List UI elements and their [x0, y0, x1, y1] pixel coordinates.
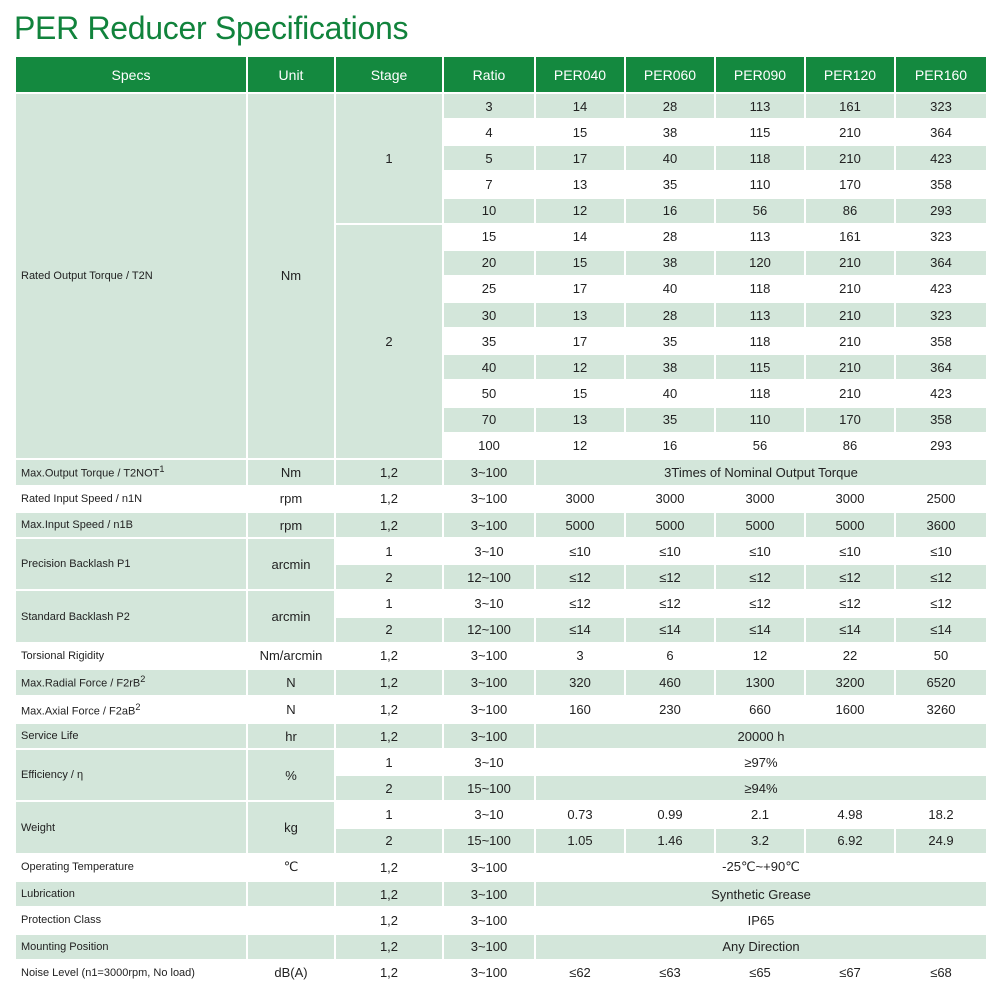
spec-label: Max.Axial Force / $F2aB^2$: [15, 696, 247, 723]
value-cell: 210: [805, 380, 895, 406]
table-row: [15, 854, 987, 882]
value-cell: 5000: [805, 512, 895, 538]
stage-cell: 1,2: [335, 907, 443, 933]
ratio-cell: 5: [443, 145, 535, 171]
value-cell: 115: [715, 119, 805, 145]
value-cell: ≤67: [805, 960, 895, 986]
value-cell: 13: [535, 407, 625, 433]
value-cell: 4.98: [805, 801, 895, 827]
value-cell: ≤62: [535, 960, 625, 986]
unit-cell: rpm: [247, 512, 335, 538]
value-cell: 118: [715, 380, 805, 406]
unit-cell: N: [247, 669, 335, 696]
value-cell: 423: [895, 380, 987, 406]
value-cell: 210: [805, 302, 895, 328]
stage-cell: 1,2: [335, 881, 443, 907]
value-cell: ≤12: [715, 590, 805, 616]
value-cell: 170: [805, 171, 895, 197]
stage-cell: 2: [335, 828, 443, 854]
value-cell: ≤10: [805, 538, 895, 564]
value-cell: 118: [715, 328, 805, 354]
value-cell: 20000 h: [535, 723, 987, 749]
value-cell: 5000: [535, 512, 625, 538]
ratio-cell: 15~100: [443, 828, 535, 854]
value-cell: 1300: [715, 669, 805, 696]
value-cell: 5000: [625, 512, 715, 538]
value-cell: ≤63: [625, 960, 715, 986]
value-cell: 18.2: [895, 801, 987, 827]
spec-label: Torsional Rigidity: [15, 643, 247, 669]
ratio-cell: 50: [443, 380, 535, 406]
ratio-cell: 30: [443, 302, 535, 328]
ratio-cell: 15: [443, 224, 535, 250]
value-cell: 17: [535, 145, 625, 171]
value-cell: 6: [625, 643, 715, 669]
value-cell: 15: [535, 119, 625, 145]
value-cell: 17: [535, 328, 625, 354]
spec-table-body: [15, 93, 987, 986]
value-cell: 28: [625, 224, 715, 250]
value-cell: ≤12: [625, 564, 715, 590]
value-cell: 35: [625, 328, 715, 354]
ratio-cell: 40: [443, 354, 535, 380]
value-cell: 110: [715, 407, 805, 433]
value-cell: 12: [535, 198, 625, 224]
value-cell: ≥97%: [535, 749, 987, 775]
value-cell: 38: [625, 354, 715, 380]
ratio-cell: 3~100: [443, 960, 535, 986]
ratio-cell: 3~10: [443, 538, 535, 564]
value-cell: 161: [805, 224, 895, 250]
header-row: [15, 56, 987, 93]
stage-cell: 1: [335, 538, 443, 564]
table-row: [15, 486, 987, 512]
value-cell: 210: [805, 250, 895, 276]
value-cell: 3000: [805, 486, 895, 512]
value-cell: ≤14: [715, 617, 805, 643]
value-cell: ≤12: [805, 564, 895, 590]
ratio-cell: 7: [443, 171, 535, 197]
header-unit: Unit: [247, 56, 335, 93]
ratio-cell: 10: [443, 198, 535, 224]
value-cell: 40: [625, 145, 715, 171]
value-cell: 210: [805, 145, 895, 171]
value-cell: 12: [535, 433, 625, 459]
value-cell: ≤12: [715, 564, 805, 590]
header-stage: Stage: [335, 56, 443, 93]
ratio-cell: 3~100: [443, 459, 535, 486]
ratio-cell: 3~10: [443, 801, 535, 827]
value-cell: ≤12: [895, 564, 987, 590]
value-cell: 210: [805, 328, 895, 354]
value-cell: ≤12: [895, 590, 987, 616]
value-cell: ≤10: [895, 538, 987, 564]
unit-cell: ℃: [247, 854, 335, 882]
table-row: [15, 669, 987, 696]
value-cell: 38: [625, 250, 715, 276]
ratio-cell: 3~100: [443, 486, 535, 512]
value-cell: 460: [625, 669, 715, 696]
ratio-cell: 70: [443, 407, 535, 433]
stage-cell: 1,2: [335, 486, 443, 512]
stage-cell: 1,2: [335, 854, 443, 882]
value-cell: 170: [805, 407, 895, 433]
value-cell: 3200: [805, 669, 895, 696]
value-cell: 0.73: [535, 801, 625, 827]
value-cell: ≤10: [535, 538, 625, 564]
value-cell: 14: [535, 224, 625, 250]
stage-cell: 1,2: [335, 723, 443, 749]
value-cell: 13: [535, 171, 625, 197]
value-cell: 3000: [715, 486, 805, 512]
value-cell: 210: [805, 354, 895, 380]
value-cell: ≤10: [625, 538, 715, 564]
value-cell: ≤12: [625, 590, 715, 616]
header-per060: PER060: [625, 56, 715, 93]
value-cell: 35: [625, 171, 715, 197]
unit-cell: hr: [247, 723, 335, 749]
value-cell: 38: [625, 119, 715, 145]
spec-label: Rated Input Speed / n1N: [15, 486, 247, 512]
value-cell: ≤12: [805, 590, 895, 616]
value-cell: 28: [625, 93, 715, 119]
stage-cell: 2: [335, 564, 443, 590]
value-cell: 358: [895, 171, 987, 197]
value-cell: 110: [715, 171, 805, 197]
value-cell: 3Times of Nominal Output Torque: [535, 459, 987, 486]
table-row: [15, 590, 987, 616]
value-cell: 358: [895, 407, 987, 433]
value-cell: 161: [805, 93, 895, 119]
ratio-cell: 25: [443, 276, 535, 302]
value-cell: 6.92: [805, 828, 895, 854]
value-cell: 1600: [805, 696, 895, 723]
stage-cell: 1,2: [335, 459, 443, 486]
table-row: [15, 459, 987, 486]
unit-cell: [247, 881, 335, 907]
ratio-cell: 100: [443, 433, 535, 459]
value-cell: 5000: [715, 512, 805, 538]
stage-cell: 1,2: [335, 643, 443, 669]
value-cell: 50: [895, 643, 987, 669]
value-cell: 210: [805, 276, 895, 302]
stage-cell: 1,2: [335, 696, 443, 723]
header-per120: PER120: [805, 56, 895, 93]
value-cell: 660: [715, 696, 805, 723]
value-cell: 56: [715, 198, 805, 224]
unit-cell: Nm: [247, 93, 335, 459]
spec-table: [14, 55, 988, 987]
ratio-cell: 3~100: [443, 512, 535, 538]
table-row: [15, 749, 987, 775]
table-row: [15, 934, 987, 960]
value-cell: 323: [895, 302, 987, 328]
value-cell: 293: [895, 433, 987, 459]
value-cell: 16: [625, 433, 715, 459]
value-cell: 86: [805, 198, 895, 224]
table-row: [15, 881, 987, 907]
value-cell: 13: [535, 302, 625, 328]
value-cell: 17: [535, 276, 625, 302]
value-cell: 320: [535, 669, 625, 696]
value-cell: 423: [895, 145, 987, 171]
value-cell: 120: [715, 250, 805, 276]
value-cell: 364: [895, 119, 987, 145]
ratio-cell: 3: [443, 93, 535, 119]
value-cell: 3000: [625, 486, 715, 512]
value-cell: 16: [625, 198, 715, 224]
value-cell: 22: [805, 643, 895, 669]
stage-cell: 1,2: [335, 669, 443, 696]
spec-label: Max.Radial Force / $F2rB^2$: [15, 669, 247, 696]
value-cell: 160: [535, 696, 625, 723]
value-cell: 293: [895, 198, 987, 224]
value-cell: 364: [895, 250, 987, 276]
stage-cell: 2: [335, 775, 443, 801]
spec-label: Weight: [15, 801, 247, 853]
value-cell: ≤14: [805, 617, 895, 643]
ratio-cell: 35: [443, 328, 535, 354]
unit-cell: dB(A): [247, 960, 335, 986]
ratio-cell: 15~100: [443, 775, 535, 801]
value-cell: ≤12: [535, 564, 625, 590]
ratio-cell: 3~100: [443, 643, 535, 669]
value-cell: ≤10: [715, 538, 805, 564]
value-cell: 14: [535, 93, 625, 119]
value-cell: ≤14: [535, 617, 625, 643]
unit-cell: arcmin: [247, 590, 335, 642]
ratio-cell: 12~100: [443, 617, 535, 643]
value-cell: 56: [715, 433, 805, 459]
value-cell: 6520: [895, 669, 987, 696]
value-cell: 364: [895, 354, 987, 380]
unit-cell: arcmin: [247, 538, 335, 590]
value-cell: 230: [625, 696, 715, 723]
value-cell: 113: [715, 224, 805, 250]
value-cell: 15: [535, 380, 625, 406]
value-cell: 118: [715, 145, 805, 171]
value-cell: 3600: [895, 512, 987, 538]
value-cell: 40: [625, 276, 715, 302]
unit-cell: Nm: [247, 459, 335, 486]
ratio-cell: 3~100: [443, 669, 535, 696]
unit-cell: [247, 907, 335, 933]
spec-label: Max.Output Torque / T2NOT$^1$: [15, 459, 247, 486]
spec-label: Operating Temperature: [15, 854, 247, 882]
value-cell: 115: [715, 354, 805, 380]
value-cell: 28: [625, 302, 715, 328]
ratio-cell: 3~10: [443, 749, 535, 775]
spec-label: Noise Level (n1=3000rpm, No load): [15, 960, 247, 986]
ratio-cell: 3~100: [443, 934, 535, 960]
spec-label: Protection Class: [15, 907, 247, 933]
value-cell: ≤14: [895, 617, 987, 643]
value-cell: 86: [805, 433, 895, 459]
value-cell: 210: [805, 119, 895, 145]
value-cell: IP65: [535, 907, 987, 933]
page-title: PER Reducer Specifications: [14, 10, 409, 46]
spec-label: Service Life: [15, 723, 247, 749]
table-row: [15, 801, 987, 827]
value-cell: 118: [715, 276, 805, 302]
value-cell: ≤14: [625, 617, 715, 643]
value-cell: 323: [895, 224, 987, 250]
value-cell: ≤65: [715, 960, 805, 986]
stage-cell: 1,2: [335, 934, 443, 960]
unit-cell: %: [247, 749, 335, 801]
value-cell: ≤12: [535, 590, 625, 616]
unit-cell: N: [247, 696, 335, 723]
header-specs: Specs: [15, 56, 247, 93]
header-ratio: Ratio: [443, 56, 535, 93]
spec-label: Mounting Position: [15, 934, 247, 960]
stage-cell: 2: [335, 224, 443, 459]
unit-cell: Nm/arcmin: [247, 643, 335, 669]
value-cell: 12: [715, 643, 805, 669]
table-row: [15, 93, 987, 119]
value-cell: 1.05: [535, 828, 625, 854]
table-row: [15, 696, 987, 723]
table-row: [15, 643, 987, 669]
ratio-cell: 3~100: [443, 723, 535, 749]
value-cell: 1.46: [625, 828, 715, 854]
value-cell: 3000: [535, 486, 625, 512]
value-cell: 40: [625, 380, 715, 406]
spec-label: Lubrication: [15, 881, 247, 907]
table-row: [15, 538, 987, 564]
stage-cell: 1: [335, 801, 443, 827]
value-cell: 0.99: [625, 801, 715, 827]
stage-cell: 2: [335, 617, 443, 643]
table-row: [15, 723, 987, 749]
header-per160: PER160: [895, 56, 987, 93]
value-cell: 35: [625, 407, 715, 433]
header-per090: PER090: [715, 56, 805, 93]
value-cell: 15: [535, 250, 625, 276]
stage-cell: 1: [335, 749, 443, 775]
value-cell: 24.9: [895, 828, 987, 854]
value-cell: ≥94%: [535, 775, 987, 801]
spec-label: Max.Input Speed / n1B: [15, 512, 247, 538]
ratio-cell: 3~100: [443, 854, 535, 882]
table-row: [15, 907, 987, 933]
unit-cell: [247, 934, 335, 960]
value-cell: 113: [715, 302, 805, 328]
spec-label: Efficiency / η: [15, 749, 247, 801]
value-cell: 423: [895, 276, 987, 302]
unit-cell: kg: [247, 801, 335, 853]
value-cell: Synthetic Grease: [535, 881, 987, 907]
value-cell: -25℃~+90℃: [535, 854, 987, 882]
spec-label: Precision Backlash P1: [15, 538, 247, 590]
stage-cell: 1: [335, 93, 443, 224]
value-cell: ≤68: [895, 960, 987, 986]
value-cell: 3.2: [715, 828, 805, 854]
value-cell: 358: [895, 328, 987, 354]
value-cell: 2.1: [715, 801, 805, 827]
ratio-cell: 3~100: [443, 907, 535, 933]
value-cell: 3260: [895, 696, 987, 723]
header-per040: PER040: [535, 56, 625, 93]
value-cell: 113: [715, 93, 805, 119]
ratio-cell: 20: [443, 250, 535, 276]
stage-cell: 1: [335, 590, 443, 616]
unit-cell: rpm: [247, 486, 335, 512]
ratio-cell: 4: [443, 119, 535, 145]
value-cell: 323: [895, 93, 987, 119]
value-cell: 3: [535, 643, 625, 669]
value-cell: 12: [535, 354, 625, 380]
spec-label: Rated Output Torque / T2N: [15, 93, 247, 459]
stage-cell: 1,2: [335, 512, 443, 538]
stage-cell: 1,2: [335, 960, 443, 986]
ratio-cell: 3~100: [443, 881, 535, 907]
table-row: [15, 512, 987, 538]
ratio-cell: 12~100: [443, 564, 535, 590]
table-row: [15, 960, 987, 986]
value-cell: Any Direction: [535, 934, 987, 960]
ratio-cell: 3~10: [443, 590, 535, 616]
value-cell: 2500: [895, 486, 987, 512]
ratio-cell: 3~100: [443, 696, 535, 723]
spec-label: Standard Backlash P2: [15, 590, 247, 642]
